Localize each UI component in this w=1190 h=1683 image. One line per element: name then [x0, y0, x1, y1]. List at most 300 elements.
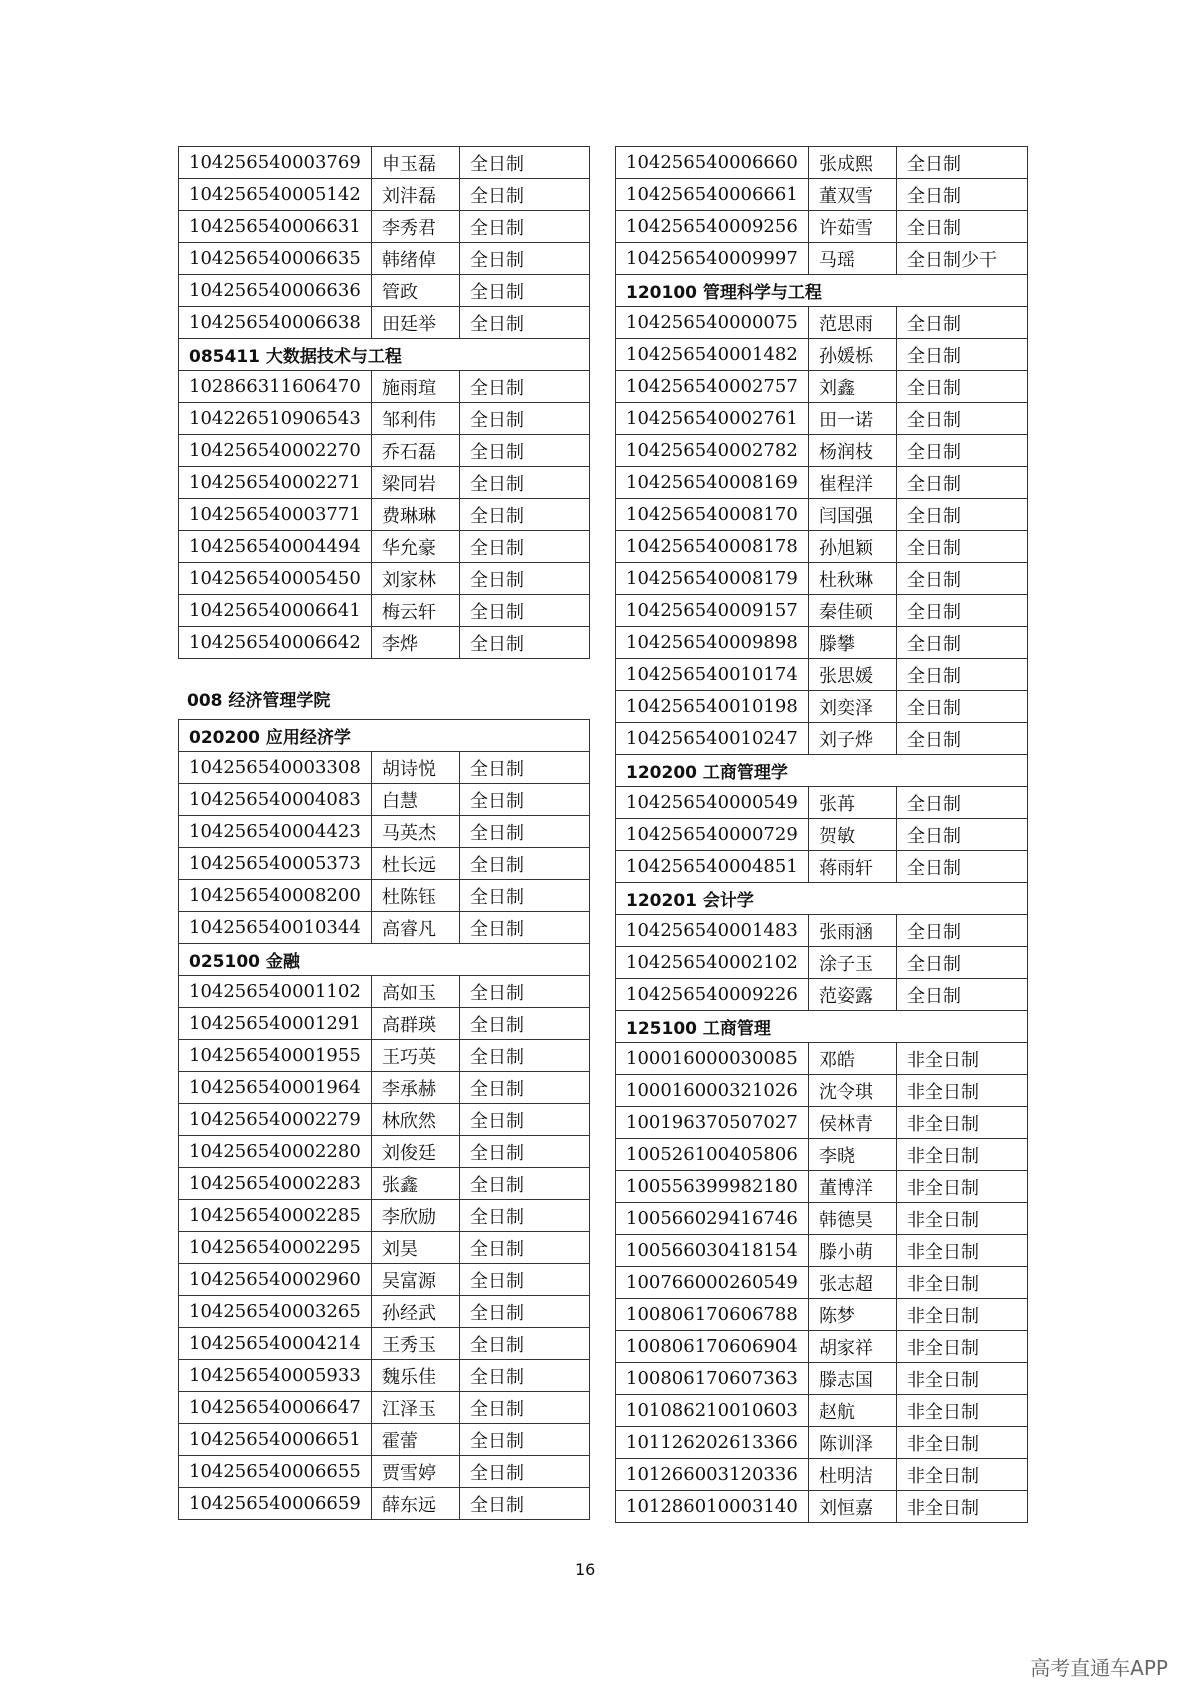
student-name-cell: 张思媛	[809, 659, 897, 691]
study-mode-cell: 全日制	[460, 912, 590, 944]
student-row	[616, 1491, 1028, 1523]
student-name-cell: 孙旭颖	[809, 531, 897, 563]
student-row	[616, 691, 1028, 723]
exam-id-cell: 104256540002280	[179, 1136, 372, 1168]
exam-id-cell: 104256540002283	[179, 1168, 372, 1200]
study-mode-cell: 非全日制	[897, 1299, 1028, 1331]
student-row	[179, 147, 590, 179]
student-row	[616, 1235, 1028, 1267]
student-name-cell: 许茹雪	[809, 211, 897, 243]
exam-id-cell: 102866311606470	[179, 371, 372, 403]
student-row	[616, 243, 1028, 275]
exam-id-cell: 104256540010247	[616, 723, 809, 755]
exam-id-cell: 101126202613366	[616, 1427, 809, 1459]
exam-id-cell: 100196370507027	[616, 1107, 809, 1139]
student-name-cell: 刘沣磊	[372, 179, 460, 211]
student-row	[616, 1299, 1028, 1331]
student-name-cell: 申玉磊	[372, 147, 460, 179]
student-name-cell: 秦佳硕	[809, 595, 897, 627]
exam-id-cell: 104256540005373	[179, 848, 372, 880]
student-name-cell: 乔石磊	[372, 435, 460, 467]
study-mode-cell: 全日制	[897, 467, 1028, 499]
student-row	[616, 371, 1028, 403]
exam-id-cell: 100016000321026	[616, 1075, 809, 1107]
student-name-cell: 江泽玉	[372, 1392, 460, 1424]
student-row	[616, 1043, 1028, 1075]
study-mode-cell: 全日制	[460, 595, 590, 627]
study-mode-cell: 非全日制	[897, 1459, 1028, 1491]
student-row	[179, 912, 590, 944]
study-mode-cell: 全日制	[460, 147, 590, 179]
exam-id-cell: 104256540009256	[616, 211, 809, 243]
student-row	[616, 819, 1028, 851]
major-header: 120100 管理科学与工程	[616, 275, 1028, 307]
exam-id-cell: 104256540008169	[616, 467, 809, 499]
study-mode-cell: 全日制	[460, 1360, 590, 1392]
student-row	[179, 1360, 590, 1392]
student-name-cell: 梁同岩	[372, 467, 460, 499]
student-row	[179, 1200, 590, 1232]
exam-id-cell: 104256540000729	[616, 819, 809, 851]
exam-id-cell: 104256540000549	[616, 787, 809, 819]
student-name-cell: 李烨	[372, 627, 460, 659]
student-name-cell: 施雨瑄	[372, 371, 460, 403]
study-mode-cell: 全日制	[897, 307, 1028, 339]
student-name-cell: 张志超	[809, 1267, 897, 1299]
student-name-cell: 滕小萌	[809, 1235, 897, 1267]
exam-id-cell: 104256540008178	[616, 531, 809, 563]
major-header-row	[179, 339, 590, 371]
study-mode-cell: 非全日制	[897, 1427, 1028, 1459]
exam-id-cell: 104256540006647	[179, 1392, 372, 1424]
exam-id-cell: 104256540006655	[179, 1456, 372, 1488]
study-mode-cell: 非全日制	[897, 1107, 1028, 1139]
exam-id-cell: 104256540006635	[179, 243, 372, 275]
student-name-cell: 白慧	[372, 784, 460, 816]
student-row	[616, 1395, 1028, 1427]
study-mode-cell: 全日制	[897, 435, 1028, 467]
exam-id-cell: 104256540010174	[616, 659, 809, 691]
page-number: 16	[575, 1560, 596, 1579]
student-name-cell: 范思雨	[809, 307, 897, 339]
exam-id-cell: 100806170606904	[616, 1331, 809, 1363]
student-name-cell: 滕攀	[809, 627, 897, 659]
exam-id-cell: 104256540002960	[179, 1264, 372, 1296]
student-row	[616, 915, 1028, 947]
student-name-cell: 华允豪	[372, 531, 460, 563]
major-header-row	[616, 1011, 1028, 1043]
student-row	[179, 275, 590, 307]
student-row	[179, 1488, 590, 1520]
student-name-cell: 张苒	[809, 787, 897, 819]
student-name-cell: 韩绪倬	[372, 243, 460, 275]
student-row	[616, 403, 1028, 435]
student-row	[616, 627, 1028, 659]
student-name-cell: 胡家祥	[809, 1331, 897, 1363]
exam-id-cell: 104256540006631	[179, 211, 372, 243]
student-name-cell: 沈令琪	[809, 1075, 897, 1107]
study-mode-cell: 全日制	[460, 816, 590, 848]
exam-id-cell: 104256540009226	[616, 979, 809, 1011]
student-name-cell: 韩德昊	[809, 1203, 897, 1235]
exam-id-cell: 104256540004214	[179, 1328, 372, 1360]
study-mode-cell: 全日制	[460, 371, 590, 403]
student-row	[179, 1168, 590, 1200]
study-mode-cell: 全日制	[897, 915, 1028, 947]
exam-id-cell: 101266003120336	[616, 1459, 809, 1491]
study-mode-cell: 全日制	[897, 947, 1028, 979]
study-mode-cell: 非全日制	[897, 1203, 1028, 1235]
study-mode-cell: 非全日制	[897, 1139, 1028, 1171]
student-name-cell: 蒋雨轩	[809, 851, 897, 883]
study-mode-cell: 非全日制	[897, 1267, 1028, 1299]
study-mode-cell: 非全日制	[897, 1395, 1028, 1427]
exam-id-cell: 104256540009997	[616, 243, 809, 275]
exam-id-cell: 104256540004494	[179, 531, 372, 563]
student-name-cell: 高群瑛	[372, 1008, 460, 1040]
student-name-cell: 王巧英	[372, 1040, 460, 1072]
student-row	[179, 1232, 590, 1264]
student-row	[616, 211, 1028, 243]
student-name-cell: 王秀玉	[372, 1328, 460, 1360]
student-row	[179, 499, 590, 531]
study-mode-cell: 全日制	[460, 1008, 590, 1040]
student-name-cell: 杨润枝	[809, 435, 897, 467]
study-mode-cell: 全日制	[897, 691, 1028, 723]
student-name-cell: 高如玉	[372, 976, 460, 1008]
student-row	[179, 848, 590, 880]
student-name-cell: 邓皓	[809, 1043, 897, 1075]
study-mode-cell: 全日制	[460, 435, 590, 467]
student-name-cell: 董博洋	[809, 1171, 897, 1203]
student-row	[179, 1296, 590, 1328]
study-mode-cell: 全日制	[460, 1392, 590, 1424]
student-name-cell: 林欣然	[372, 1104, 460, 1136]
study-mode-cell: 全日制	[460, 243, 590, 275]
exam-id-cell: 104256540008179	[616, 563, 809, 595]
student-row	[616, 499, 1028, 531]
admission-table-left-bottom	[178, 719, 590, 1520]
student-row	[616, 467, 1028, 499]
study-mode-cell: 全日制	[460, 499, 590, 531]
student-row	[179, 1424, 590, 1456]
student-row	[616, 979, 1028, 1011]
student-row	[616, 339, 1028, 371]
exam-id-cell: 104256540004083	[179, 784, 372, 816]
student-row	[616, 1075, 1028, 1107]
student-name-cell: 刘奕泽	[809, 691, 897, 723]
exam-id-cell: 100556399982180	[616, 1171, 809, 1203]
student-row	[179, 403, 590, 435]
exam-id-cell: 101086210010603	[616, 1395, 809, 1427]
study-mode-cell: 全日制	[460, 1136, 590, 1168]
study-mode-cell: 全日制	[897, 147, 1028, 179]
student-name-cell: 刘子烨	[809, 723, 897, 755]
study-mode-cell: 非全日制	[897, 1171, 1028, 1203]
exam-id-cell: 104256540002285	[179, 1200, 372, 1232]
exam-id-cell: 100806170606788	[616, 1299, 809, 1331]
admission-table-left-top	[178, 146, 590, 659]
major-header-row	[179, 944, 590, 976]
exam-id-cell: 104256540001291	[179, 1008, 372, 1040]
study-mode-cell: 全日制	[460, 752, 590, 784]
exam-id-cell: 104256540006636	[179, 275, 372, 307]
study-mode-cell: 全日制	[460, 1040, 590, 1072]
exam-id-cell: 104256540005933	[179, 1360, 372, 1392]
student-row	[179, 563, 590, 595]
study-mode-cell: 全日制	[460, 1104, 590, 1136]
student-name-cell: 崔程洋	[809, 467, 897, 499]
student-row	[179, 467, 590, 499]
study-mode-cell: 全日制	[460, 1232, 590, 1264]
exam-id-cell: 100806170607363	[616, 1363, 809, 1395]
study-mode-cell: 全日制	[460, 403, 590, 435]
study-mode-cell: 全日制	[897, 499, 1028, 531]
exam-id-cell: 104256540004423	[179, 816, 372, 848]
exam-id-cell: 104256540001102	[179, 976, 372, 1008]
exam-id-cell: 104256540010198	[616, 691, 809, 723]
study-mode-cell: 全日制	[460, 179, 590, 211]
student-name-cell: 李承赫	[372, 1072, 460, 1104]
study-mode-cell: 全日制	[460, 1200, 590, 1232]
student-name-cell: 刘恒嘉	[809, 1491, 897, 1523]
major-header: 085411 大数据技术与工程	[179, 339, 590, 371]
exam-id-cell: 100016000030085	[616, 1043, 809, 1075]
student-name-cell: 吴富源	[372, 1264, 460, 1296]
major-header: 025100 金融	[179, 944, 590, 976]
student-row	[616, 1459, 1028, 1491]
exam-id-cell: 104256540005450	[179, 563, 372, 595]
exam-id-cell: 104256540003308	[179, 752, 372, 784]
exam-id-cell: 104256540010344	[179, 912, 372, 944]
student-row	[179, 1072, 590, 1104]
student-row	[616, 179, 1028, 211]
student-name-cell: 李欣励	[372, 1200, 460, 1232]
student-name-cell: 张鑫	[372, 1168, 460, 1200]
exam-id-cell: 104256540002270	[179, 435, 372, 467]
study-mode-cell: 全日制	[897, 371, 1028, 403]
student-row	[179, 816, 590, 848]
student-row	[179, 1456, 590, 1488]
exam-id-cell: 104256540002782	[616, 435, 809, 467]
study-mode-cell: 全日制	[460, 467, 590, 499]
exam-id-cell: 101286010003140	[616, 1491, 809, 1523]
student-name-cell: 马瑶	[809, 243, 897, 275]
study-mode-cell: 非全日制	[897, 1075, 1028, 1107]
exam-id-cell: 104226510906543	[179, 403, 372, 435]
admission-table-right	[615, 146, 1028, 1523]
student-row	[179, 435, 590, 467]
study-mode-cell: 全日制	[460, 1296, 590, 1328]
study-mode-cell: 全日制	[460, 784, 590, 816]
study-mode-cell: 全日制	[460, 275, 590, 307]
student-row	[616, 1331, 1028, 1363]
student-name-cell: 田一诺	[809, 403, 897, 435]
exam-id-cell: 104256540001955	[179, 1040, 372, 1072]
major-header: 120201 会计学	[616, 883, 1028, 915]
study-mode-cell: 全日制少干	[897, 243, 1028, 275]
exam-id-cell: 104256540008170	[616, 499, 809, 531]
exam-id-cell: 100766000260549	[616, 1267, 809, 1299]
student-row	[179, 1104, 590, 1136]
major-header-row	[616, 883, 1028, 915]
student-row	[616, 595, 1028, 627]
major-header-row	[616, 755, 1028, 787]
student-name-cell: 薛东远	[372, 1488, 460, 1520]
student-row	[616, 1267, 1028, 1299]
student-name-cell: 孙经武	[372, 1296, 460, 1328]
student-row	[616, 1203, 1028, 1235]
study-mode-cell: 全日制	[460, 211, 590, 243]
watermark: 高考直通车APP	[1030, 1656, 1168, 1680]
student-row	[179, 371, 590, 403]
student-row	[616, 947, 1028, 979]
exam-id-cell: 104256540003265	[179, 1296, 372, 1328]
student-name-cell: 管政	[372, 275, 460, 307]
study-mode-cell: 全日制	[460, 848, 590, 880]
student-row	[179, 1328, 590, 1360]
exam-id-cell: 104256540006638	[179, 307, 372, 339]
study-mode-cell: 全日制	[460, 976, 590, 1008]
study-mode-cell: 全日制	[897, 179, 1028, 211]
student-row	[179, 627, 590, 659]
student-name-cell: 贺敏	[809, 819, 897, 851]
student-name-cell: 高睿凡	[372, 912, 460, 944]
student-row	[179, 531, 590, 563]
student-name-cell: 霍蕾	[372, 1424, 460, 1456]
exam-id-cell: 104256540002295	[179, 1232, 372, 1264]
student-row	[616, 723, 1028, 755]
major-header-row	[616, 275, 1028, 307]
study-mode-cell: 全日制	[897, 787, 1028, 819]
student-row	[179, 1136, 590, 1168]
student-name-cell: 杜陈钰	[372, 880, 460, 912]
student-name-cell: 张雨涵	[809, 915, 897, 947]
study-mode-cell: 全日制	[897, 659, 1028, 691]
study-mode-cell: 全日制	[897, 627, 1028, 659]
student-row	[616, 435, 1028, 467]
student-name-cell: 涂子玉	[809, 947, 897, 979]
student-name-cell: 侯林青	[809, 1107, 897, 1139]
major-header: 125100 工商管理	[616, 1011, 1028, 1043]
student-row	[179, 1264, 590, 1296]
major-header: 120200 工商管理学	[616, 755, 1028, 787]
study-mode-cell: 非全日制	[897, 1491, 1028, 1523]
exam-id-cell: 100566029416746	[616, 1203, 809, 1235]
study-mode-cell: 非全日制	[897, 1363, 1028, 1395]
student-name-cell: 范姿露	[809, 979, 897, 1011]
study-mode-cell: 全日制	[897, 819, 1028, 851]
student-row	[616, 851, 1028, 883]
student-name-cell: 陈梦	[809, 1299, 897, 1331]
student-row	[179, 243, 590, 275]
exam-id-cell: 104256540008200	[179, 880, 372, 912]
student-name-cell: 胡诗悦	[372, 752, 460, 784]
student-name-cell: 邹利伟	[372, 403, 460, 435]
student-name-cell: 贾雪婷	[372, 1456, 460, 1488]
section-title: 008 经济管理学院	[187, 691, 331, 711]
exam-id-cell: 104256540009898	[616, 627, 809, 659]
study-mode-cell: 全日制	[460, 563, 590, 595]
student-name-cell: 费琳琳	[372, 499, 460, 531]
study-mode-cell: 全日制	[460, 531, 590, 563]
study-mode-cell: 全日制	[897, 851, 1028, 883]
exam-id-cell: 104256540005142	[179, 179, 372, 211]
student-name-cell: 李秀君	[372, 211, 460, 243]
exam-id-cell: 104256540006660	[616, 147, 809, 179]
student-name-cell: 杜明洁	[809, 1459, 897, 1491]
exam-id-cell: 104256540006651	[179, 1424, 372, 1456]
study-mode-cell: 全日制	[897, 211, 1028, 243]
exam-id-cell: 104256540006659	[179, 1488, 372, 1520]
exam-id-cell: 104256540001483	[616, 915, 809, 947]
student-name-cell: 陈训泽	[809, 1427, 897, 1459]
student-row	[179, 179, 590, 211]
student-row	[179, 1040, 590, 1072]
study-mode-cell: 全日制	[460, 880, 590, 912]
student-name-cell: 刘俊廷	[372, 1136, 460, 1168]
study-mode-cell: 全日制	[460, 1168, 590, 1200]
exam-id-cell: 100566030418154	[616, 1235, 809, 1267]
study-mode-cell: 全日制	[460, 1264, 590, 1296]
student-row	[616, 1107, 1028, 1139]
study-mode-cell: 全日制	[460, 1072, 590, 1104]
exam-id-cell: 104256540002761	[616, 403, 809, 435]
student-name-cell: 李晓	[809, 1139, 897, 1171]
student-name-cell: 张成熙	[809, 147, 897, 179]
student-row	[616, 531, 1028, 563]
student-name-cell: 刘鑫	[809, 371, 897, 403]
student-name-cell: 孙媛栎	[809, 339, 897, 371]
exam-id-cell: 104256540009157	[616, 595, 809, 627]
study-mode-cell: 全日制	[460, 1488, 590, 1520]
student-row	[616, 1427, 1028, 1459]
study-mode-cell: 全日制	[897, 563, 1028, 595]
exam-id-cell: 104256540003771	[179, 499, 372, 531]
study-mode-cell: 非全日制	[897, 1043, 1028, 1075]
student-name-cell: 杜长远	[372, 848, 460, 880]
student-name-cell: 闫国强	[809, 499, 897, 531]
major-header: 020200 应用经济学	[179, 720, 590, 752]
study-mode-cell: 非全日制	[897, 1331, 1028, 1363]
student-name-cell: 滕志国	[809, 1363, 897, 1395]
student-row	[179, 1392, 590, 1424]
study-mode-cell: 全日制	[897, 531, 1028, 563]
exam-id-cell: 104256540006661	[616, 179, 809, 211]
exam-id-cell: 104256540001964	[179, 1072, 372, 1104]
student-name-cell: 魏乐佳	[372, 1360, 460, 1392]
exam-id-cell: 100526100405806	[616, 1139, 809, 1171]
student-row	[616, 659, 1028, 691]
exam-id-cell: 104256540002757	[616, 371, 809, 403]
exam-id-cell: 104256540001482	[616, 339, 809, 371]
student-name-cell: 田廷举	[372, 307, 460, 339]
study-mode-cell: 全日制	[897, 403, 1028, 435]
student-row	[179, 784, 590, 816]
study-mode-cell: 全日制	[460, 307, 590, 339]
student-name-cell: 马英杰	[372, 816, 460, 848]
exam-id-cell: 104256540006641	[179, 595, 372, 627]
student-row	[179, 976, 590, 1008]
study-mode-cell: 全日制	[897, 979, 1028, 1011]
student-name-cell: 刘昊	[372, 1232, 460, 1264]
student-row	[616, 563, 1028, 595]
student-row	[179, 880, 590, 912]
study-mode-cell: 全日制	[460, 1424, 590, 1456]
major-header-row	[179, 720, 590, 752]
exam-id-cell: 104256540002271	[179, 467, 372, 499]
student-row	[616, 1363, 1028, 1395]
